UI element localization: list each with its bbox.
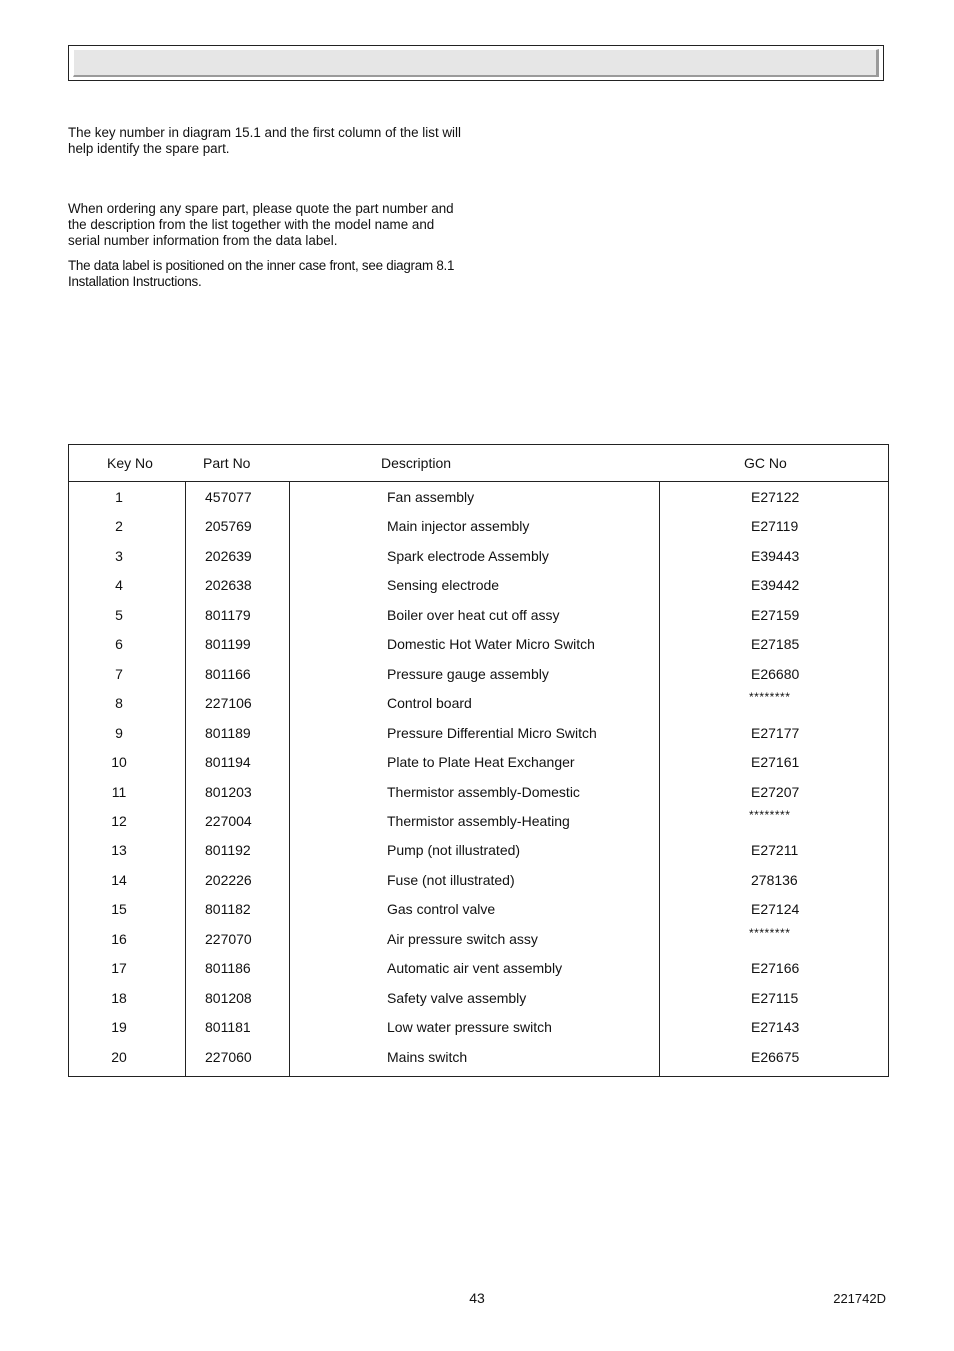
description-cell: Control board [387, 695, 472, 712]
header-key-no: Key No [107, 455, 153, 471]
gc-no-cell: E27115 [751, 989, 799, 1006]
table-row [69, 901, 888, 921]
table-row [69, 807, 888, 833]
description-cell: Gas control valve [387, 901, 496, 918]
gc-no-cell: E27185 [751, 636, 800, 653]
table-row [69, 607, 888, 627]
part-no-cell: 801192 [205, 842, 251, 859]
description-cell: Mains switch [387, 1048, 468, 1065]
key-no-cell: 9 [115, 724, 123, 741]
key-no-cell: 19 [111, 1019, 127, 1036]
table-row [69, 636, 888, 656]
description-cell: Pump (not illustrated) [387, 842, 521, 859]
header-gc-no: GC No [744, 455, 787, 471]
part-no-cell: 801166 [205, 665, 251, 682]
part-no-cell: 205769 [205, 518, 252, 535]
header-part-no: Part No [203, 455, 251, 471]
table-row [69, 489, 888, 509]
key-no-cell: 18 [111, 989, 127, 1006]
gc-no-cell: 278136 [751, 871, 798, 888]
gc-no-cell: E27124 [751, 901, 800, 918]
key-no-cell: 1 [115, 489, 123, 505]
description-cell: Main injector assembly [387, 518, 530, 535]
spare-parts-table [68, 444, 889, 1077]
table-row [69, 784, 888, 804]
gc-no-cell: E27211 [751, 842, 799, 859]
gc-no-cell: E27143 [751, 1019, 800, 1036]
part-no-cell: 227060 [205, 1048, 252, 1065]
gc-no-cell: E26675 [751, 1048, 800, 1065]
description-cell: Pressure gauge assembly [387, 665, 549, 682]
key-no-cell: 8 [115, 695, 123, 712]
table-row [69, 990, 888, 1010]
table-row [69, 577, 888, 597]
description-cell: Spark electrode Assembly [387, 547, 549, 564]
description-cell: Thermistor assembly-Domestic [387, 783, 580, 800]
part-no-cell: 227106 [205, 695, 252, 712]
part-no-cell: 801199 [205, 636, 251, 653]
key-no-cell: 20 [111, 1048, 127, 1065]
key-no-cell: 7 [115, 665, 123, 682]
key-no-cell: 12 [111, 812, 127, 829]
key-no-cell: 17 [111, 960, 127, 977]
description-cell: Automatic air vent assembly [387, 960, 563, 977]
gc-no-cell: E27159 [751, 606, 800, 623]
table-row [69, 666, 888, 686]
description-cell: Pressure Differential Micro Switch [387, 724, 597, 741]
key-no-cell: 4 [115, 577, 123, 594]
part-no-cell: 801179 [205, 606, 251, 623]
gc-no-cell: E39442 [751, 577, 800, 594]
part-no-cell: 801182 [205, 901, 251, 918]
column-divider-part [289, 481, 290, 1076]
section-title-bar [68, 45, 884, 81]
description-cell: Domestic Hot Water Micro Switch [387, 636, 595, 653]
part-no-cell: 801189 [205, 724, 251, 741]
part-no-cell: 801203 [205, 783, 252, 800]
description-cell: Safety valve assembly [387, 989, 527, 1006]
table-row [69, 690, 888, 715]
table-row [69, 960, 888, 980]
table-row [69, 872, 888, 892]
description-cell: Fan assembly [387, 489, 475, 505]
part-no-cell: 801181 [205, 1019, 251, 1036]
intro-paragraph-key-number: The key number in diagram 15.1 and the first column of the list will help identify the spare part. [68, 125, 461, 156]
key-no-cell: 16 [111, 930, 127, 947]
gc-no-cell: E27166 [751, 960, 800, 977]
key-no-cell: 3 [115, 547, 123, 564]
table-row [69, 925, 888, 951]
gc-no-cell: E27177 [751, 724, 800, 741]
intro-paragraph-ordering: When ordering any spare part, please quote the part number and the description from the list together with the model name and serial number information from the data label. [68, 201, 454, 248]
document-code: 221742D [833, 1291, 886, 1306]
part-no-cell: 227070 [205, 930, 252, 947]
key-no-cell: 14 [111, 871, 127, 888]
key-no-cell: 6 [115, 636, 123, 653]
key-no-cell: 13 [111, 842, 127, 859]
header-divider [69, 481, 888, 482]
description-cell: Thermistor assembly-Heating [387, 812, 570, 829]
gc-no-cell: E27122 [751, 489, 800, 505]
table-row [69, 842, 888, 862]
part-no-cell: 801208 [205, 989, 252, 1006]
gc-no-cell: E27119 [751, 518, 799, 535]
part-no-cell: 202226 [205, 871, 252, 888]
column-divider-key [185, 481, 186, 1076]
table-row [69, 1019, 888, 1039]
description-cell: Plate to Plate Heat Exchanger [387, 754, 575, 771]
table-row [69, 548, 888, 568]
gc-no-cell: E26680 [751, 665, 800, 682]
key-no-cell: 11 [111, 783, 127, 800]
gc-no-cell: E27161 [751, 754, 800, 771]
section-title-bar-fill [73, 49, 879, 77]
page-number: 43 [469, 1290, 485, 1306]
gc-no-cell: ******** [749, 925, 791, 940]
key-no-cell: 10 [111, 754, 127, 771]
key-no-cell: 5 [115, 606, 123, 623]
intro-paragraph-data-label: The data label is positioned on the inner case front, see diagram 8.1 Installation Instructions. [68, 258, 455, 289]
part-no-cell: 801186 [205, 960, 251, 977]
description-cell: Boiler over heat cut off assy [387, 606, 560, 623]
part-no-cell: 202639 [205, 547, 252, 564]
gc-no-cell: E39443 [751, 547, 800, 564]
gc-no-cell: ******** [749, 690, 791, 705]
part-no-cell: 457077 [205, 489, 252, 505]
table-row [69, 1049, 888, 1069]
part-no-cell: 227004 [205, 812, 252, 829]
table-row [69, 725, 888, 745]
description-cell: Sensing electrode [387, 577, 500, 594]
description-cell: Air pressure switch assy [387, 930, 538, 947]
gc-no-cell: E27207 [751, 783, 800, 800]
description-cell: Low water pressure switch [387, 1019, 552, 1036]
key-no-cell: 2 [115, 518, 123, 535]
key-no-cell: 15 [111, 901, 127, 918]
description-cell: Fuse (not illustrated) [387, 871, 515, 888]
table-row [69, 754, 888, 774]
table-row [69, 518, 888, 538]
column-divider-desc [659, 481, 660, 1076]
part-no-cell: 202638 [205, 577, 252, 594]
header-description: Description [381, 455, 452, 471]
gc-no-cell: ******** [749, 807, 791, 822]
part-no-cell: 801194 [205, 754, 251, 771]
